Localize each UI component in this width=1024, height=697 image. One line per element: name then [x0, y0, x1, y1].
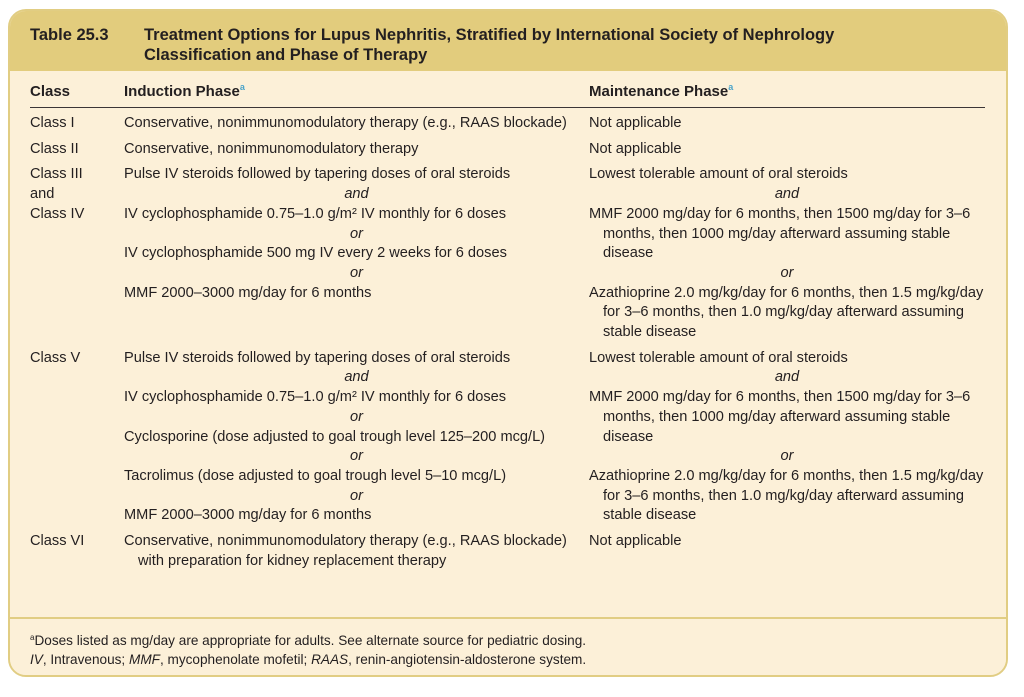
header-class-label: Class — [30, 83, 71, 100]
abbreviation-definition: , mycophenolate mofetil; — [159, 652, 312, 667]
treatment-option: Conservative, nonimmunomodulatory therapy (e.g., RAAS blockade) — [124, 115, 567, 131]
conjunction: and — [774, 186, 800, 203]
conjunction: or — [350, 264, 363, 281]
table-footnotes — [10, 617, 1006, 675]
abbreviation-definition: , Intravenous; — [42, 652, 129, 667]
induction-cell — [124, 159, 589, 342]
maintenance-cell — [589, 108, 985, 134]
conjunction: or — [780, 448, 794, 465]
footnote-marker: a — [239, 82, 245, 92]
conjunction: and — [774, 369, 800, 386]
conjunction: or — [350, 487, 363, 504]
conjunction: or — [780, 264, 794, 281]
treatment-option: Lowest tolerable amount of oral steroids — [589, 349, 848, 366]
header-maintenance-label: Maintenance Phase — [589, 83, 729, 100]
table-row — [30, 343, 985, 526]
maintenance-cell — [589, 159, 985, 342]
class-label: Class I — [30, 115, 75, 131]
treatment-option: Azathioprine 2.0 mg/kg/day for 6 months, then 1.5 mg/kg/day for 3–6 months, then 1.0 mg/kg/day afterward assuming stable disease — [589, 284, 984, 341]
class-cell — [30, 343, 124, 526]
treatment-option: Azathioprine 2.0 mg/kg/day for 6 months, then 1.5 mg/kg/day for 3–6 months, then 1.0 mg/kg/day afterward assuming stable disease — [589, 467, 984, 524]
table-row — [30, 134, 985, 160]
class-label: Class II — [30, 140, 79, 157]
maintenance-cell — [589, 526, 985, 571]
abbreviation: IV — [30, 652, 43, 667]
treatment-option: IV cyclophosphamide 500 mg IV every 2 weeks for 6 doses — [124, 245, 507, 262]
treatment-option: MMF 2000 mg/day for 6 months, then 1500 mg/day for 3–6 months, then 1000 mg/day afterward assuming stable disease — [589, 389, 971, 445]
table-title: Treatment Options for Lupus Nephritis, Stratified by International Society of Nephrology Classification and Phase of Therapy — [144, 26, 835, 64]
footnote-marker: a — [728, 82, 734, 92]
footnote-dosing — [30, 628, 1006, 650]
treatment-option: Conservative, nonimmunomodulatory therapy (e.g., RAAS blockade) with preparation for kidney replacement therapy — [124, 533, 567, 569]
class-cell — [30, 108, 124, 134]
table-row — [30, 159, 985, 342]
treatment-option: Not applicable — [589, 533, 682, 550]
header-maintenance — [589, 82, 985, 100]
abbreviation: MMF — [129, 652, 160, 667]
induction-cell — [124, 526, 589, 571]
abbreviation: RAAS — [311, 652, 349, 667]
induction-cell — [124, 343, 589, 526]
treatment-option: Not applicable — [589, 115, 682, 131]
treatment-option: Tacrolimus (dose adjusted to goal trough level 5–10 mcg/L) — [124, 467, 507, 484]
conjunction: and — [344, 369, 369, 386]
conjunction: and — [344, 186, 369, 203]
header-induction-label: Induction Phase — [124, 83, 240, 100]
treatment-option: Pulse IV steroids followed by tapering doses of oral steroids — [124, 349, 511, 366]
abbreviation-definition: , renin-angiotensin-aldosterone system. — [348, 652, 587, 667]
conjunction: or — [350, 408, 363, 425]
treatment-option: IV cyclophosphamide 0.75–1.0 g/m² IV monthly for 6 doses — [124, 205, 507, 222]
induction-cell — [124, 108, 589, 134]
header-class — [30, 83, 124, 100]
treatment-option: MMF 2000–3000 mg/day for 6 months — [124, 507, 372, 524]
table-row — [30, 526, 985, 571]
table-card — [8, 9, 1008, 677]
treatment-option: Not applicable — [589, 140, 682, 157]
footnote-text: Doses listed as mg/day are appropriate for adults. See alternate source for pediatric dosing. — [34, 633, 587, 648]
header-induction — [124, 82, 589, 100]
conjunction: or — [350, 448, 363, 465]
class-label: Class V — [30, 349, 81, 366]
treatment-option: MMF 2000–3000 mg/day for 6 months — [124, 284, 372, 301]
class-cell — [30, 134, 124, 160]
treatment-option: IV cyclophosphamide 0.75–1.0 g/m² IV monthly for 6 doses — [124, 389, 507, 406]
maintenance-cell — [589, 343, 985, 526]
conjunction: or — [350, 225, 363, 242]
table-row — [30, 108, 985, 134]
treatment-option: Pulse IV steroids followed by tapering doses of oral steroids — [124, 166, 511, 183]
class-cell — [30, 159, 124, 342]
treatment-option: MMF 2000 mg/day for 6 months, then 1500 mg/day for 3–6 months, then 1000 mg/day afterward assuming stable disease — [589, 205, 971, 262]
table-body — [10, 71, 1006, 571]
table-number: Table 25.3 — [30, 26, 109, 44]
treatment-option: Lowest tolerable amount of oral steroids — [589, 166, 848, 183]
table-header-row — [30, 71, 985, 108]
class-cell — [30, 526, 124, 571]
treatment-option: Conservative, nonimmunomodulatory therapy — [124, 140, 419, 157]
maintenance-cell — [589, 134, 985, 160]
table-title-bar — [10, 11, 1006, 71]
footnote-marker: a — [30, 633, 35, 642]
table-rows — [30, 108, 984, 571]
class-label: and — [30, 186, 55, 203]
treatment-option: Cyclosporine (dose adjusted to goal trough level 125–200 mcg/L) — [124, 428, 546, 445]
class-label: Class IV — [30, 205, 85, 222]
induction-cell — [124, 134, 589, 160]
class-label: Class VI — [30, 533, 85, 550]
footnote-abbreviations — [30, 650, 1006, 669]
class-label: Class III — [30, 166, 83, 183]
